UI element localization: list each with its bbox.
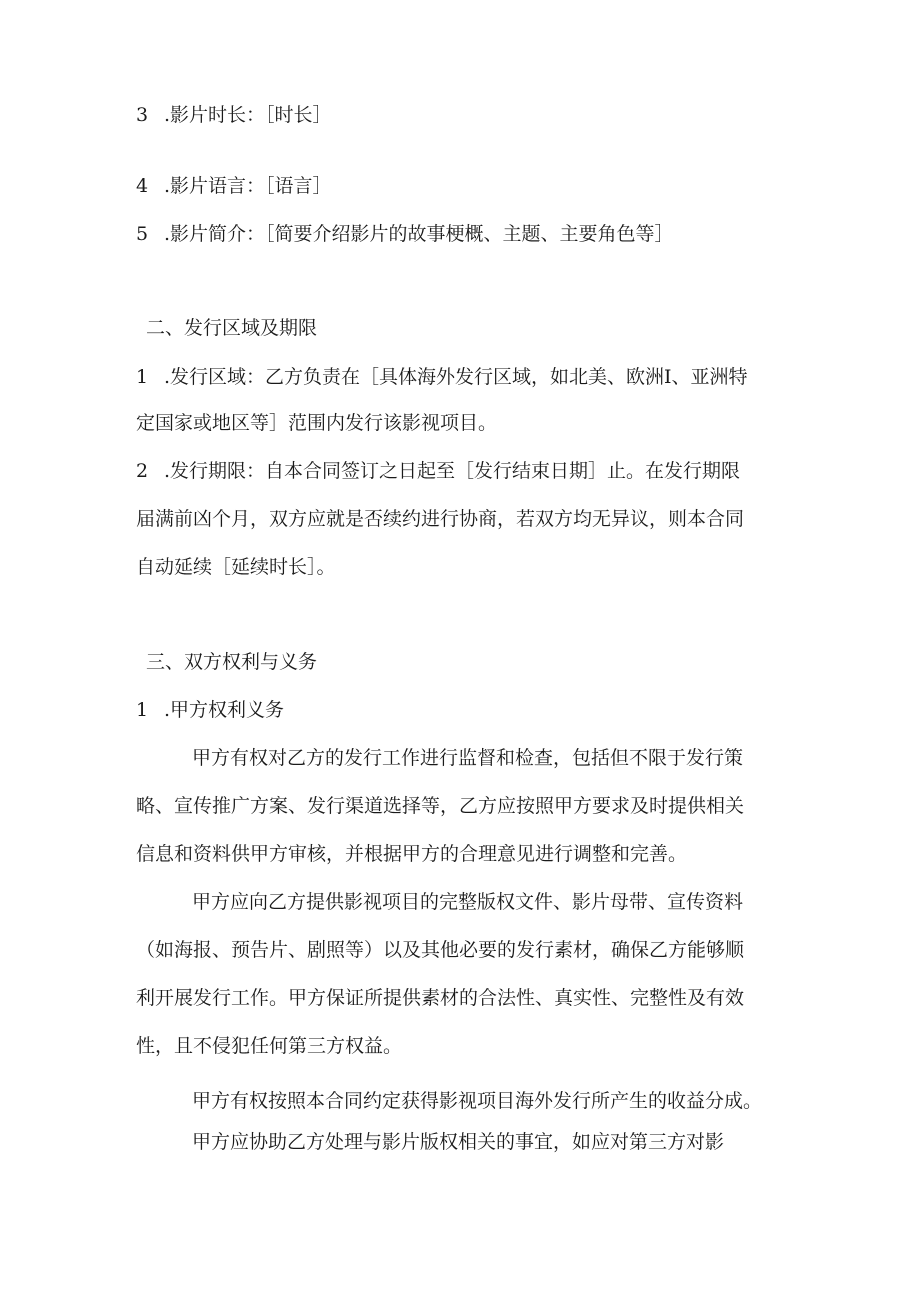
section2-item2-line2: 届满前凶个月，双方应就是否续约进行协商，若双方均无异议，则本合同 xyxy=(136,508,745,530)
section2-item1-line2: 定国家或地区等］范围内发行该影视项目。 xyxy=(136,412,498,434)
item-number: 4 xyxy=(136,175,149,197)
item-text: .影片简介：［简要介绍影片的故事梗概、主题、主要角色等］ xyxy=(164,223,674,245)
item-text: .发行期限：自本合同签订之日起至［发行结束日期］止。在发行期限 xyxy=(164,460,741,482)
section3-sub1 xyxy=(136,698,284,722)
section-heading-3: 三、双方权利与义务 xyxy=(146,651,318,673)
para1-line3: 信息和资料供甲方审核，并根据甲方的合理意见进行调整和完善。 xyxy=(136,843,688,865)
section2-item2-line3: 自动延续［延续时长］。 xyxy=(136,556,336,578)
item-number: 2 xyxy=(136,460,149,482)
section-heading-2: 二、发行区域及期限 xyxy=(146,317,318,339)
para1-line2: 略、宣传推广方案、发行渠道选择等，乙方应按照甲方要求及时提供相关 xyxy=(136,795,745,817)
item-text: .影片时长：［时长］ xyxy=(164,104,332,126)
para2-line1: 甲方应向乙方提供影视项目的完整版权文件、影片母带、宣传资料 xyxy=(192,891,744,913)
para2-line4: 性，且不侵犯任何第三方权益。 xyxy=(136,1035,403,1057)
item-number: 5 xyxy=(136,223,149,245)
item-text: .甲方权利义务 xyxy=(164,699,285,721)
para1-line1: 甲方有权对乙方的发行工作进行监督和检查，包括但不限于发行策 xyxy=(192,747,744,769)
para2-line2: （如海报、预告片、剧照等）以及其他必要的发行素材，确保乙方能够顺 xyxy=(136,939,745,961)
item-5 xyxy=(136,222,674,246)
para2-line3: 利开展发行工作。甲方保证所提供素材的合法性、真实性、完整性及有效 xyxy=(136,987,745,1009)
item-4 xyxy=(136,174,332,198)
item-number: 1 xyxy=(136,699,149,721)
item-number: 3 xyxy=(136,104,149,126)
para3-line1: 甲方有权按照本合同约定获得影视项目海外发行所产生的收益分成。 xyxy=(192,1090,763,1112)
section2-item2-line1 xyxy=(136,459,740,483)
item-text: .发行区域：乙方负责在［具体海外发行区域，如北美、欧洲I、亚洲特 xyxy=(164,366,748,388)
para4-line1: 甲方应协助乙方处理与影片版权相关的事宜，如应对第三方对影 xyxy=(192,1131,725,1153)
section2-item1-line1 xyxy=(136,365,748,389)
item-number: 1 xyxy=(136,366,149,388)
item-text: .影片语言：［语言］ xyxy=(164,175,332,197)
item-3 xyxy=(136,103,332,127)
